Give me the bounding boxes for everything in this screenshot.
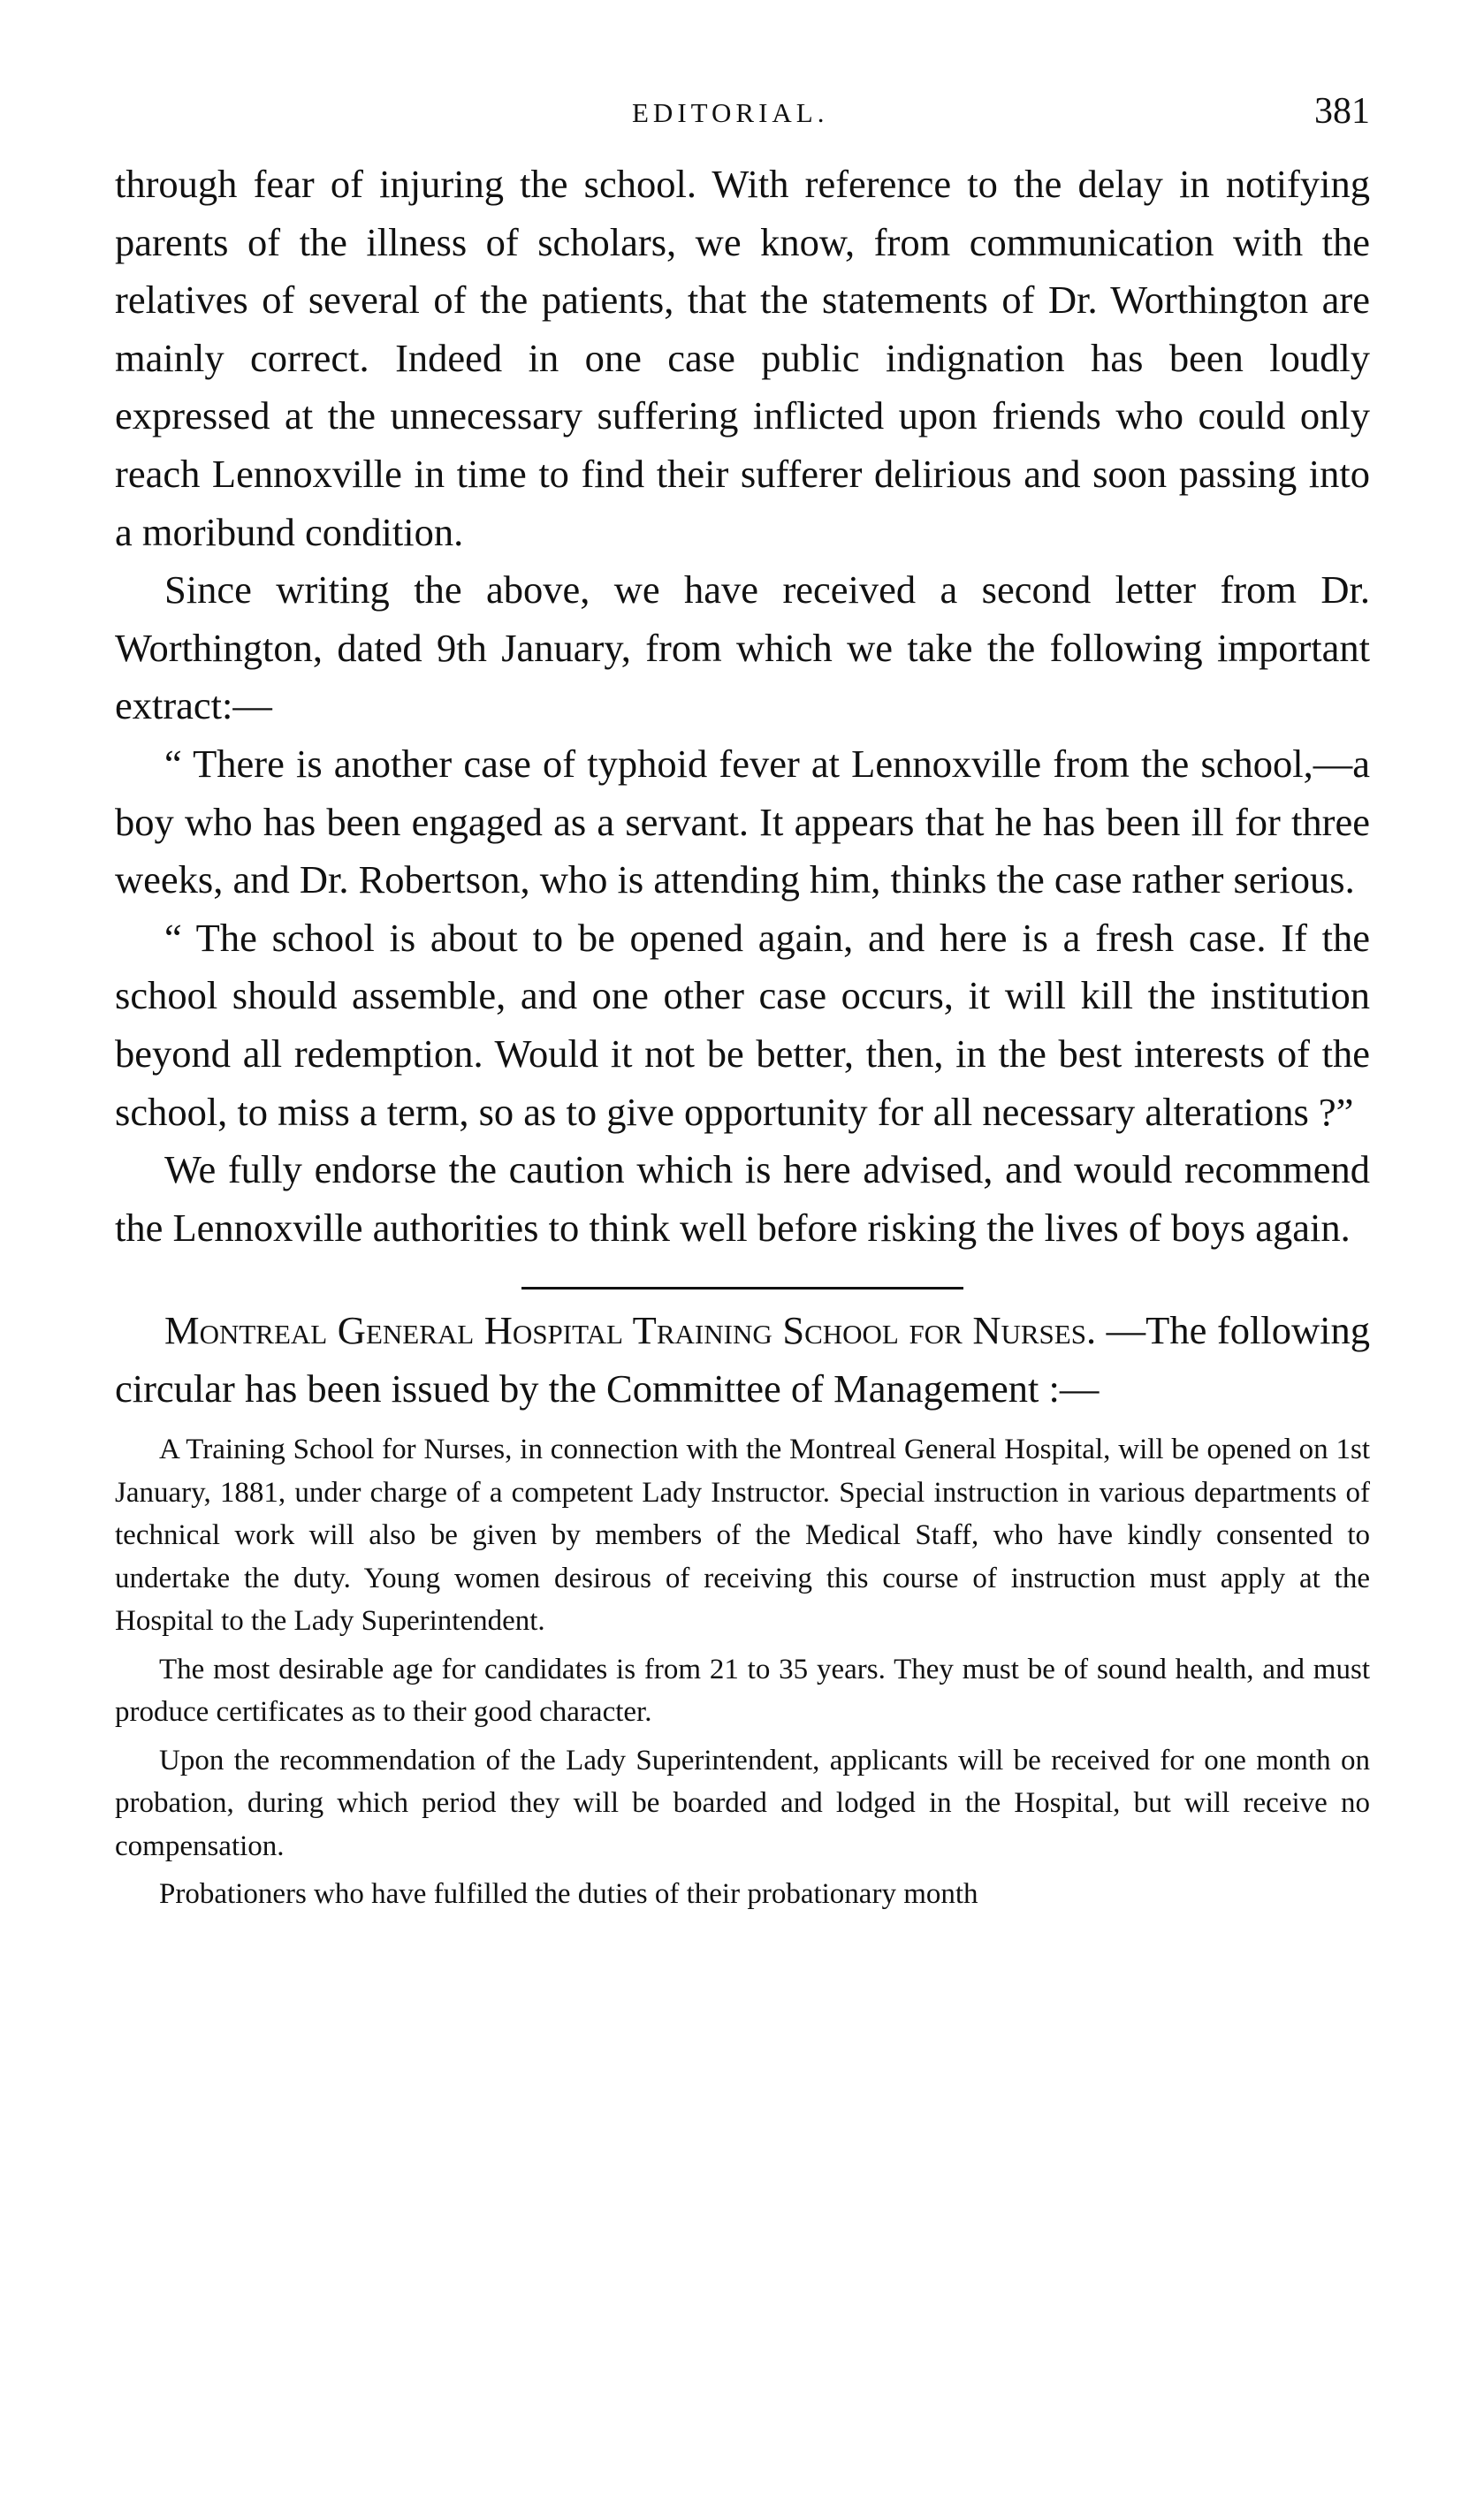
paragraph: We fully endorse the caution which is here advised, and would recommend the Lennoxville authorities to think well before risking the lives of boys again. bbox=[115, 1147, 1370, 1250]
page-header bbox=[115, 85, 1370, 147]
quoted-paragraph: “ There is another case of typhoid fever at Lennoxville from the school,—a boy who has been engaged as a servant. It appears that he has been ill for three weeks, and Dr. Robertson, who is attending him, thinks the case rather serious. bbox=[115, 741, 1370, 902]
circular-paragraph: Probationers who have fulfilled the duties of their probationary month bbox=[159, 1878, 978, 1911]
page-number: 381 bbox=[1314, 91, 1370, 132]
paragraph: through fear of injuring the school. With reference to the delay in notifying parents of the illness of scholars, we know, from communication with the relatives of several of the patients, that the statements of Dr. Worthington are mainly correct. Indeed in one case public indignation has been loudly expressed at the unnecessary suffering inflicted upon friends who could only reach Lennoxville in time to find their sufferer delirious and soon passing into a moribund condition. bbox=[115, 162, 1370, 554]
circular-paragraph: A Training School for Nurses, in connection with the Montreal General Hospital, will be opened on 1st January, 1881, under charge of a competent Lady Instructor. Special instruction in various departments of technical work will also be given by members of the Medical Staff, who have kindly consented to undertake the duty. Young women desirous of receiving this course of instruction must apply at the Hospital to the Lady Superintendent. bbox=[115, 1434, 1370, 1638]
section-title: Montreal General Hospital Training School for Nurses. bbox=[164, 1308, 1097, 1353]
running-head: EDITORIAL. bbox=[632, 97, 829, 128]
quoted-paragraph: “ The school is about to be opened again, and here is a fresh case. If the school should assemble, and one other case occurs, it will kill the institution beyond all redemption. Would it not be better, then, in the best interests of the school, to miss a term, so as to give opportunity for all necessary alterations ?” bbox=[115, 915, 1370, 1134]
paragraph: Since writing the above, we have received a second letter from Dr. Worthington, dated 9th January, from which we take the following important extract:— bbox=[115, 567, 1370, 728]
section-intro: —The following circular has been issued by the Committee of Management :— bbox=[115, 1308, 1370, 1411]
editorial-body bbox=[115, 156, 1370, 1257]
circular-text bbox=[115, 1428, 1370, 1916]
circular-paragraph: The most desirable age for candidates is from 21 to 35 years. They must be of sound health, and must produce certificates as to their good character. bbox=[115, 1653, 1370, 1729]
section-heading bbox=[115, 1302, 1370, 1418]
page bbox=[115, 85, 1370, 1921]
circular-paragraph: Upon the recommendation of the Lady Superintendent, applicants will be received for one month on probation, during which period they will be boarded and lodged in the Hospital, but will receive no compensation. bbox=[115, 1744, 1370, 1862]
section-divider bbox=[521, 1287, 963, 1290]
